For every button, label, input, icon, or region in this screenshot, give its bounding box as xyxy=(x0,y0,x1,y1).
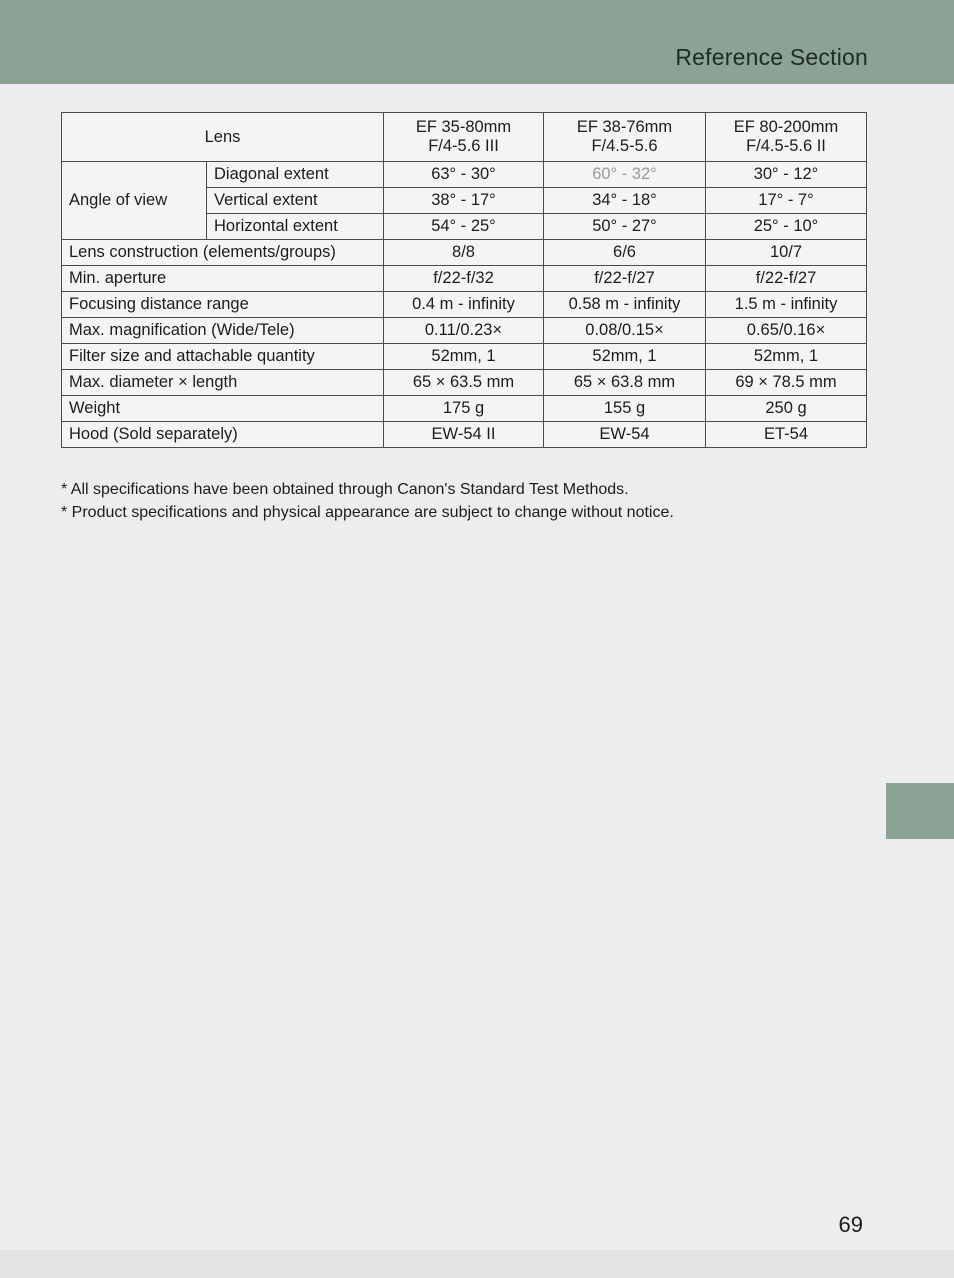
footnote: * Product specifications and physical appearance are subject to change without notice. xyxy=(61,504,674,521)
table-cell: f/22-f/27 xyxy=(706,266,867,292)
lens-aperture: F/4-5.6 III xyxy=(428,137,499,155)
table-cell: 52mm, 1 xyxy=(544,344,706,370)
lens-column-header xyxy=(384,113,544,162)
table-cell: 34° - 18° xyxy=(544,188,706,214)
table-cell: 30° - 12° xyxy=(706,162,867,188)
table-cell: 0.65/0.16× xyxy=(706,318,867,344)
row-label: Min. aperture xyxy=(62,266,384,292)
table-cell: 65 × 63.5 mm xyxy=(384,370,544,396)
table-cell: EW-54 II xyxy=(384,422,544,448)
header-band xyxy=(0,0,954,84)
table-cell: 0.4 m - infinity xyxy=(384,292,544,318)
table-cell: 8/8 xyxy=(384,240,544,266)
table-row xyxy=(62,266,867,292)
table-cell: 17° - 7° xyxy=(706,188,867,214)
table-cell: 10/7 xyxy=(706,240,867,266)
section-tab-marker xyxy=(886,783,954,839)
lens-aperture: F/4.5-5.6 xyxy=(591,137,658,155)
row-label: Max. magnification (Wide/Tele) xyxy=(62,318,384,344)
table-cell: 25° - 10° xyxy=(706,214,867,240)
table-row xyxy=(62,318,867,344)
lens-header-cell: Lens xyxy=(62,113,384,162)
table-cell: f/22-f/27 xyxy=(544,266,706,292)
row-label: Vertical extent xyxy=(207,188,384,214)
table-cell: 0.58 m - infinity xyxy=(544,292,706,318)
table-cell: 60° - 32° xyxy=(544,162,706,188)
lens-column-header xyxy=(544,113,706,162)
table-cell: 65 × 63.8 mm xyxy=(544,370,706,396)
table-row xyxy=(62,422,867,448)
table-cell: ET-54 xyxy=(706,422,867,448)
table-cell: 69 × 78.5 mm xyxy=(706,370,867,396)
table-header-row xyxy=(62,113,867,162)
table-row xyxy=(62,240,867,266)
angle-of-view-label: Angle of view xyxy=(62,162,207,240)
table-row xyxy=(62,344,867,370)
lens-name: EF 38-76mm xyxy=(576,118,673,137)
table-cell: 1.5 m - infinity xyxy=(706,292,867,318)
table-cell: 52mm, 1 xyxy=(706,344,867,370)
row-label: Max. diameter × length xyxy=(62,370,384,396)
table-cell: 6/6 xyxy=(544,240,706,266)
table-cell: 0.08/0.15× xyxy=(544,318,706,344)
table-cell: 63° - 30° xyxy=(384,162,544,188)
table-row xyxy=(62,162,867,188)
row-label: Weight xyxy=(62,396,384,422)
table-cell: 54° - 25° xyxy=(384,214,544,240)
lens-name: EF 80-200mm xyxy=(733,118,839,137)
lens-spec-table xyxy=(61,112,867,448)
table-cell: 155 g xyxy=(544,396,706,422)
lens-aperture: F/4.5-5.6 II xyxy=(746,137,826,155)
row-label: Diagonal extent xyxy=(207,162,384,188)
lens-name: EF 35-80mm xyxy=(415,118,512,137)
table-cell: 50° - 27° xyxy=(544,214,706,240)
footnote: * All specifications have been obtained through Canon's Standard Test Methods. xyxy=(61,481,629,498)
table-row xyxy=(62,370,867,396)
section-title: Reference Section xyxy=(675,44,868,70)
row-label: Filter size and attachable quantity xyxy=(62,344,384,370)
table-cell: 52mm, 1 xyxy=(384,344,544,370)
row-label: Horizontal extent xyxy=(207,214,384,240)
table-row xyxy=(62,292,867,318)
row-label: Focusing distance range xyxy=(62,292,384,318)
lens-column-header xyxy=(706,113,867,162)
row-label: Lens construction (elements/groups) xyxy=(62,240,384,266)
table-cell: 250 g xyxy=(706,396,867,422)
footnotes xyxy=(61,478,674,524)
page-number: 69 xyxy=(838,1212,863,1237)
table-cell: 175 g xyxy=(384,396,544,422)
row-label: Hood (Sold separately) xyxy=(62,422,384,448)
table-cell: f/22-f/32 xyxy=(384,266,544,292)
table-cell: 0.11/0.23× xyxy=(384,318,544,344)
bottom-band xyxy=(0,1250,954,1278)
table-row xyxy=(62,396,867,422)
table-cell: EW-54 xyxy=(544,422,706,448)
table-cell: 38° - 17° xyxy=(384,188,544,214)
